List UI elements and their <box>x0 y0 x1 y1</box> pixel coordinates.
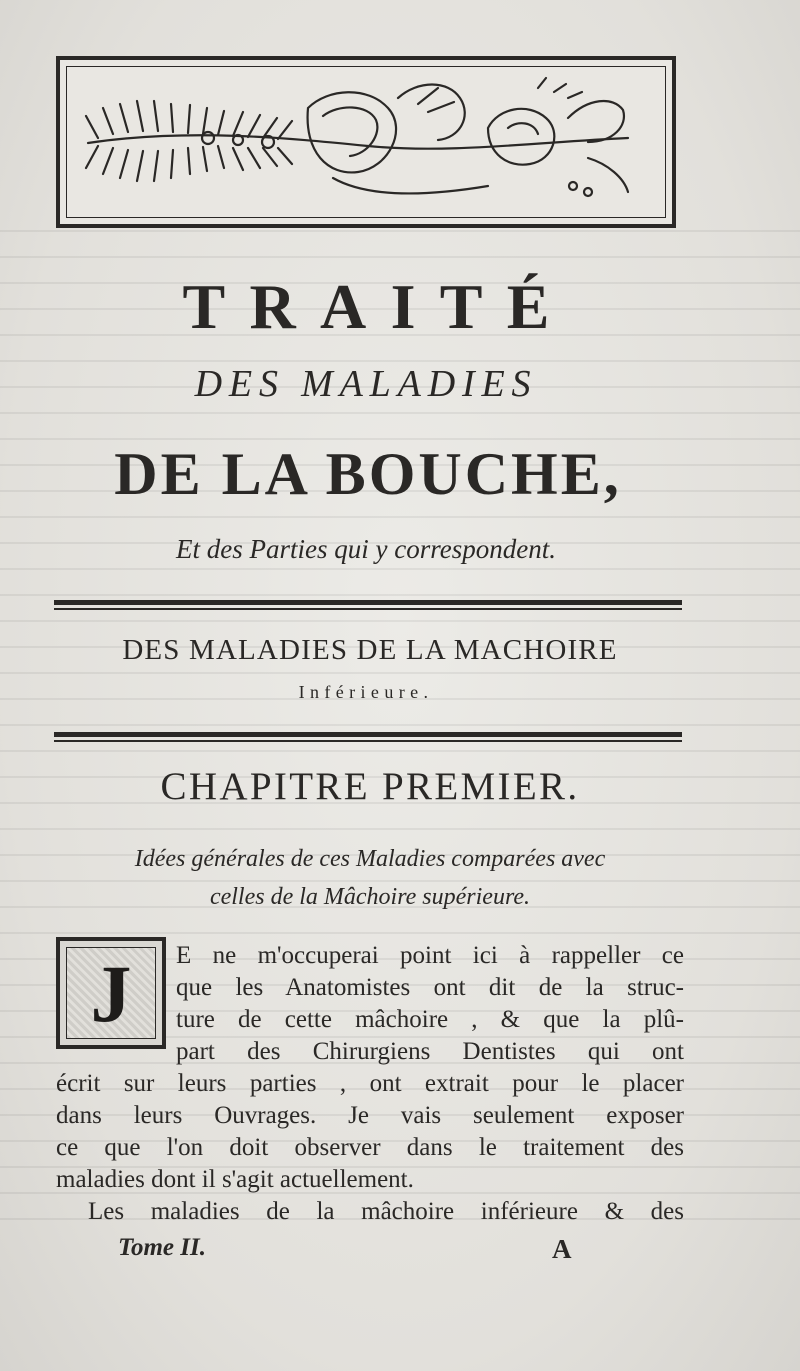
rule-thin-line <box>54 740 682 742</box>
chapter-title: CHAPITRE PREMIER. <box>160 765 580 808</box>
rule-thin-line <box>54 608 682 610</box>
rule-thick-line <box>54 600 682 605</box>
title-de-la-bouche: DE LA BOUCHE, <box>114 441 622 507</box>
double-rule-divider <box>54 732 682 744</box>
rule-thick-line <box>54 732 682 737</box>
body-line: Les maladies de la mâchoire inférieure & des <box>88 1198 684 1225</box>
double-rule-divider <box>54 600 682 612</box>
title-des-maladies: DES MALADIES <box>194 363 538 405</box>
chapter-subtitle-line: Idées générales de ces Maladies comparées avec <box>134 846 606 872</box>
section-heading-continuation: Inférieure. <box>298 682 434 702</box>
volume-label: Tome II. <box>118 1234 206 1261</box>
body-line: écrit sur leurs parties , ont extrait pour le placer <box>56 1070 684 1097</box>
header-ornament-frame <box>56 56 676 228</box>
body-line: ce que l'on doit observer dans le traitement des <box>56 1134 684 1161</box>
body-line: E ne m'occuperai point ici à rappeller ce <box>176 942 684 969</box>
drop-cap-letter: J <box>90 948 132 1039</box>
body-line: dans leurs Ouvrages. Je vais seulement exposer <box>56 1102 684 1129</box>
title-subtitle: Et des Parties qui y correspondent. <box>176 534 556 564</box>
body-line: part des Chirurgiens Dentistes qui ont <box>176 1038 684 1065</box>
body-line: maladies dont il s'agit actuellement. <box>56 1166 414 1193</box>
title-traite: TRAITÉ <box>182 271 574 342</box>
chapter-subtitle-line: celles de la Mâchoire supérieure. <box>209 884 531 910</box>
chapter-subtitle <box>52 840 688 916</box>
drop-cap <box>56 937 166 1049</box>
body-line: ture de cette mâchoire , & que la plû- <box>176 1006 684 1033</box>
signature-mark: A <box>552 1234 572 1264</box>
floral-ornament-icon <box>68 68 664 216</box>
section-heading: DES MALADIES DE LA MACHOIRE <box>122 634 618 666</box>
body-line: que les Anatomistes ont dit de la struc- <box>176 974 684 1001</box>
